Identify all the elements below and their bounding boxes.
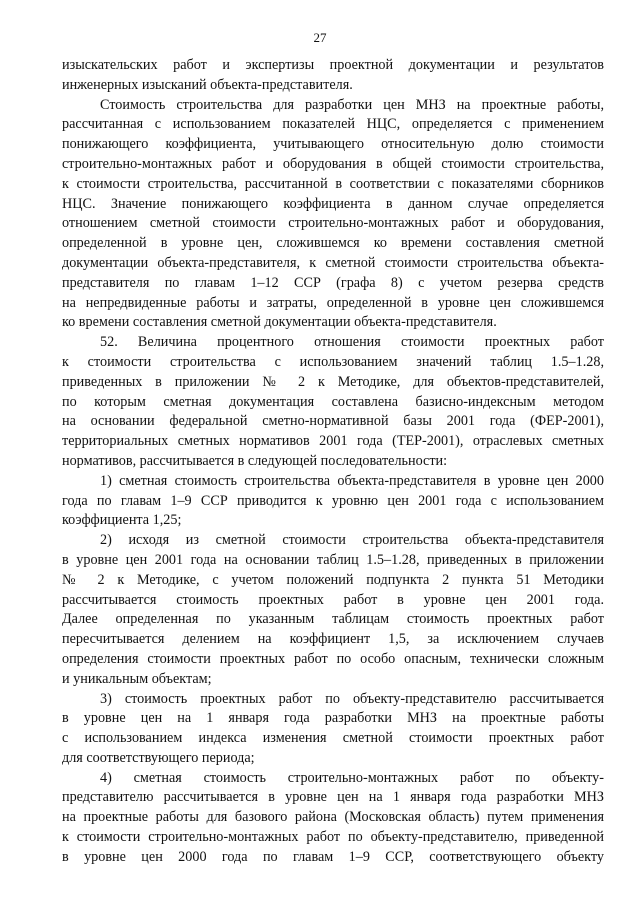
- text-line: к стоимости строительно-монтажных работ по объекту-представителю, приведенной: [62, 829, 604, 846]
- text-line: в уровне цен на 1 января года разработки МНЗ на проектные работы: [62, 710, 604, 727]
- text-line: на непредвиденные работы и затраты, определенной в уровне цен сложившемся: [62, 294, 604, 311]
- text-line: пересчитывается делением на коэффициент 1,5, за исключением случаев: [62, 631, 604, 648]
- text-line: 52. Величина процентного отношения стоимости проектных работ: [100, 334, 604, 351]
- text-line: с использованием индекса изменения сметной стоимости проектных работ: [62, 730, 604, 747]
- text-line: документации объекта-представителя, к сметной стоимости строительства объекта-: [62, 254, 604, 271]
- text-line: Стоимость строительства для разработки цен МНЗ на проектные работы,: [100, 96, 604, 113]
- text-line: строительно-монтажных работ и оборудования в общей стоимости строительства,: [62, 155, 604, 172]
- text-line: к стоимости строительства, рассчитанной в соответствии с показателями сборников: [62, 175, 604, 192]
- text-line: определения стоимости проектных работ по особо опасным, технически сложным: [62, 650, 604, 667]
- text-line: нормативов, рассчитывается в следующей последовательности:: [62, 452, 448, 469]
- text-line: к стоимости строительства с использованием значений таблиц 1.5–1.28,: [62, 353, 604, 370]
- text-line: 4) сметная стоимость строительно-монтажных работ по объекту-: [100, 769, 604, 786]
- text-line: определенной в уровне цен, сложившемся ко времени составления сметной: [62, 235, 604, 252]
- text-line: приведенных в приложении № 2 к Методике, для объектов-представителей,: [62, 373, 604, 390]
- text-line: 2) исходя из сметной стоимости строительства объекта-представителя: [100, 532, 604, 549]
- text-line: Далее определенная по указанным таблицам стоимость проектных работ: [62, 611, 604, 628]
- text-line: в уровне цен 2000 года по главам 1–9 ССР, соответствующего объекту: [62, 848, 604, 865]
- text-line: территориальных сметных нормативов 2001 года (ТЕР-2001), отраслевых сметных: [62, 433, 604, 450]
- text-line: инженерных изысканий объекта-представителя.: [62, 76, 353, 93]
- text-line: представителю рассчитывается в уровне цен на 1 января года разработки МНЗ: [62, 789, 604, 806]
- text-line: ко времени составления сметной документации объекта-представителя.: [62, 314, 497, 331]
- document-body: [62, 56, 604, 868]
- text-line: № 2 к Методике, с учетом положений подпункта 2 пункта 51 Методики: [62, 571, 604, 588]
- text-line: по которым сметная документация составлена базисно-индексным методом: [62, 393, 604, 410]
- text-line: в уровне цен 2001 года на основании таблиц 1.5–1.28, приведенных в приложении: [62, 551, 604, 568]
- text-line: для соответствующего периода;: [62, 749, 255, 766]
- text-line: рассчитанная с использованием показателей НЦС, определяется с применением: [62, 116, 604, 133]
- text-line: года по главам 1–9 ССР приводится к уровню цен 2001 года с использованием: [62, 492, 604, 509]
- text-line: отношением сметной стоимости строительно-монтажных работ и оборудования,: [62, 215, 604, 232]
- text-line: понижающего коэффициента, учитывающего относительную долю стоимости: [62, 136, 604, 153]
- text-line: представителя по главам 1–12 ССР (графа 8) с учетом резерва средств: [62, 274, 604, 291]
- text-line: и уникальным объектам;: [62, 670, 212, 687]
- text-line: на проектные работы для базового района (Московская область) путем применения: [62, 809, 604, 826]
- text-line: изыскательских работ и экспертизы проектной документации и результатов: [62, 57, 604, 73]
- page-number: 27: [313, 30, 327, 45]
- text-line: коэффициента 1,25;: [62, 512, 182, 529]
- text-line: на основании федеральной сметно-нормативной базы 2001 года (ФЕР-2001),: [62, 413, 604, 430]
- text-line: НЦС. Значение понижающего коэффициента в данном случае определяется: [62, 195, 604, 212]
- text-line: рассчитывается стоимость проектных работ в уровне цен 2001 года.: [62, 591, 604, 608]
- text-line: 1) сметная стоимость строительства объекта-представителя в уровне цен 2000: [100, 472, 604, 489]
- text-line: 3) стоимость проектных работ по объекту-представителю рассчитывается: [100, 690, 604, 707]
